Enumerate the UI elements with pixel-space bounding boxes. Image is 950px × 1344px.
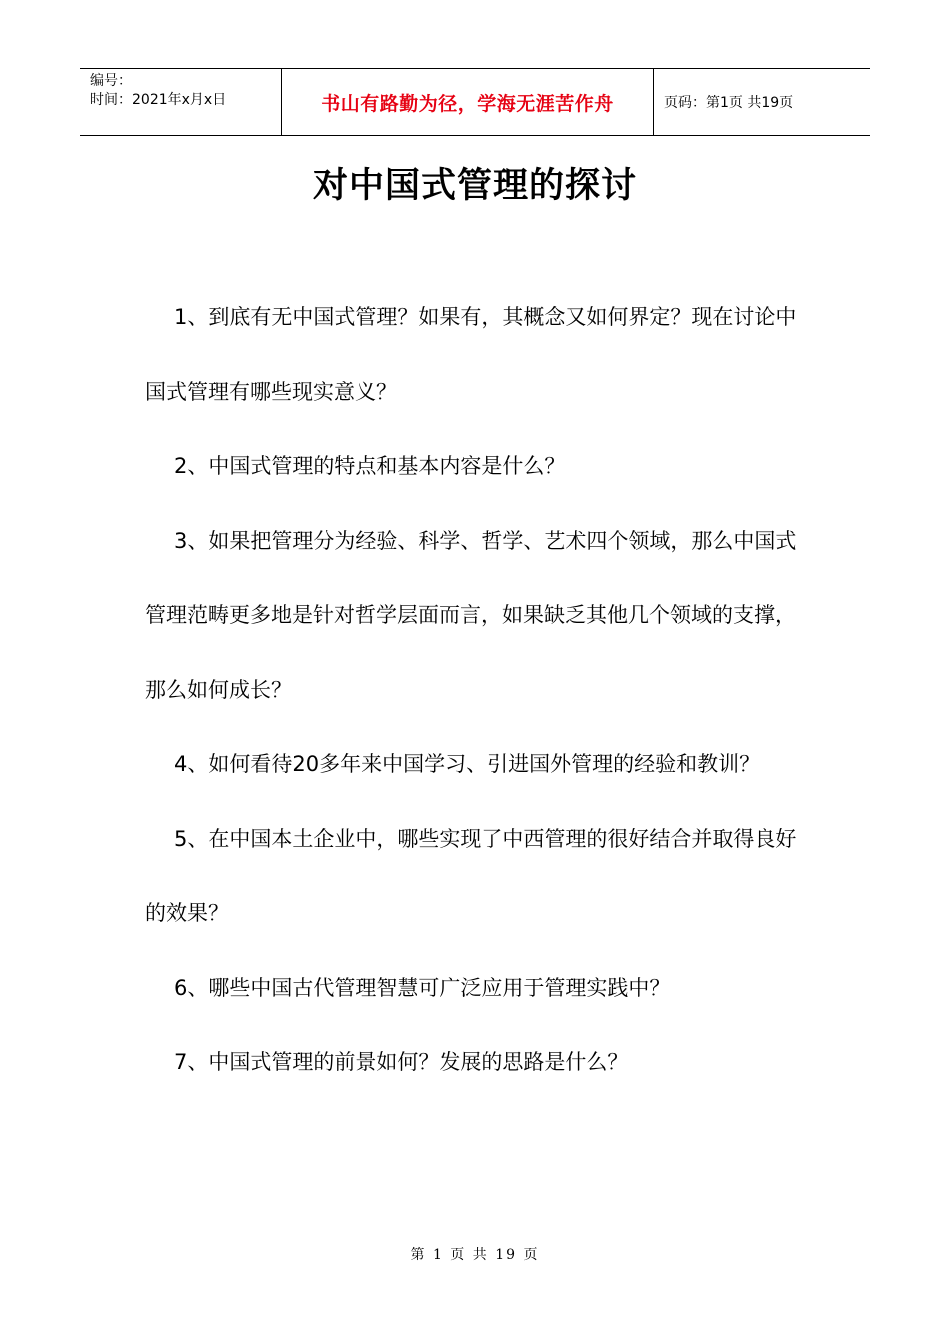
header-meta-cell (80, 69, 282, 135)
document-title: 对中国式管理的探讨 (312, 165, 637, 206)
document-header (80, 68, 870, 136)
header-page-cell (654, 69, 870, 135)
header-motto-cell (282, 69, 654, 135)
document-body (145, 280, 810, 1100)
motto-text: 书山有路勤为径，学海无涯苦作舟 (321, 92, 614, 115)
document-number-label: 编号： (90, 73, 132, 89)
question-paragraph-2: 2、中国式管理的特点和基本内容是什么？ (174, 454, 566, 478)
page-info: 页码：第1页 共19页 (664, 95, 794, 111)
question-paragraph-6: 6、哪些中国古代管理智慧可广泛应用于管理实践中？ (174, 975, 671, 1000)
question-paragraph-3: 3、如果把管理分为经验、科学、哲学、艺术四个领域，那么中国式管理范畴更多地是针对哲学层面而言，如果缺乏其他几个领域的支撑，那么如何成长？ (145, 528, 797, 702)
question-paragraph-5: 5、在中国本土企业中，哪些实现了中西管理的很好结合并取得良好的效果？ (145, 826, 797, 925)
document-date: 时间：2021年x月x日 (90, 92, 227, 108)
question-paragraph-7: 7、中国式管理的前景如何？发展的思路是什么？ (174, 1050, 629, 1074)
question-paragraph-1: 1、到底有无中国式管理？如果有，其概念又如何界定？现在讨论中国式管理有哪些现实意义？ (145, 305, 797, 404)
page-footer: 第 1 页 共 19 页 (410, 1247, 540, 1263)
question-paragraph-4: 4、如何看待20多年来中国学习、引进国外管理的经验和教训？ (174, 752, 761, 776)
